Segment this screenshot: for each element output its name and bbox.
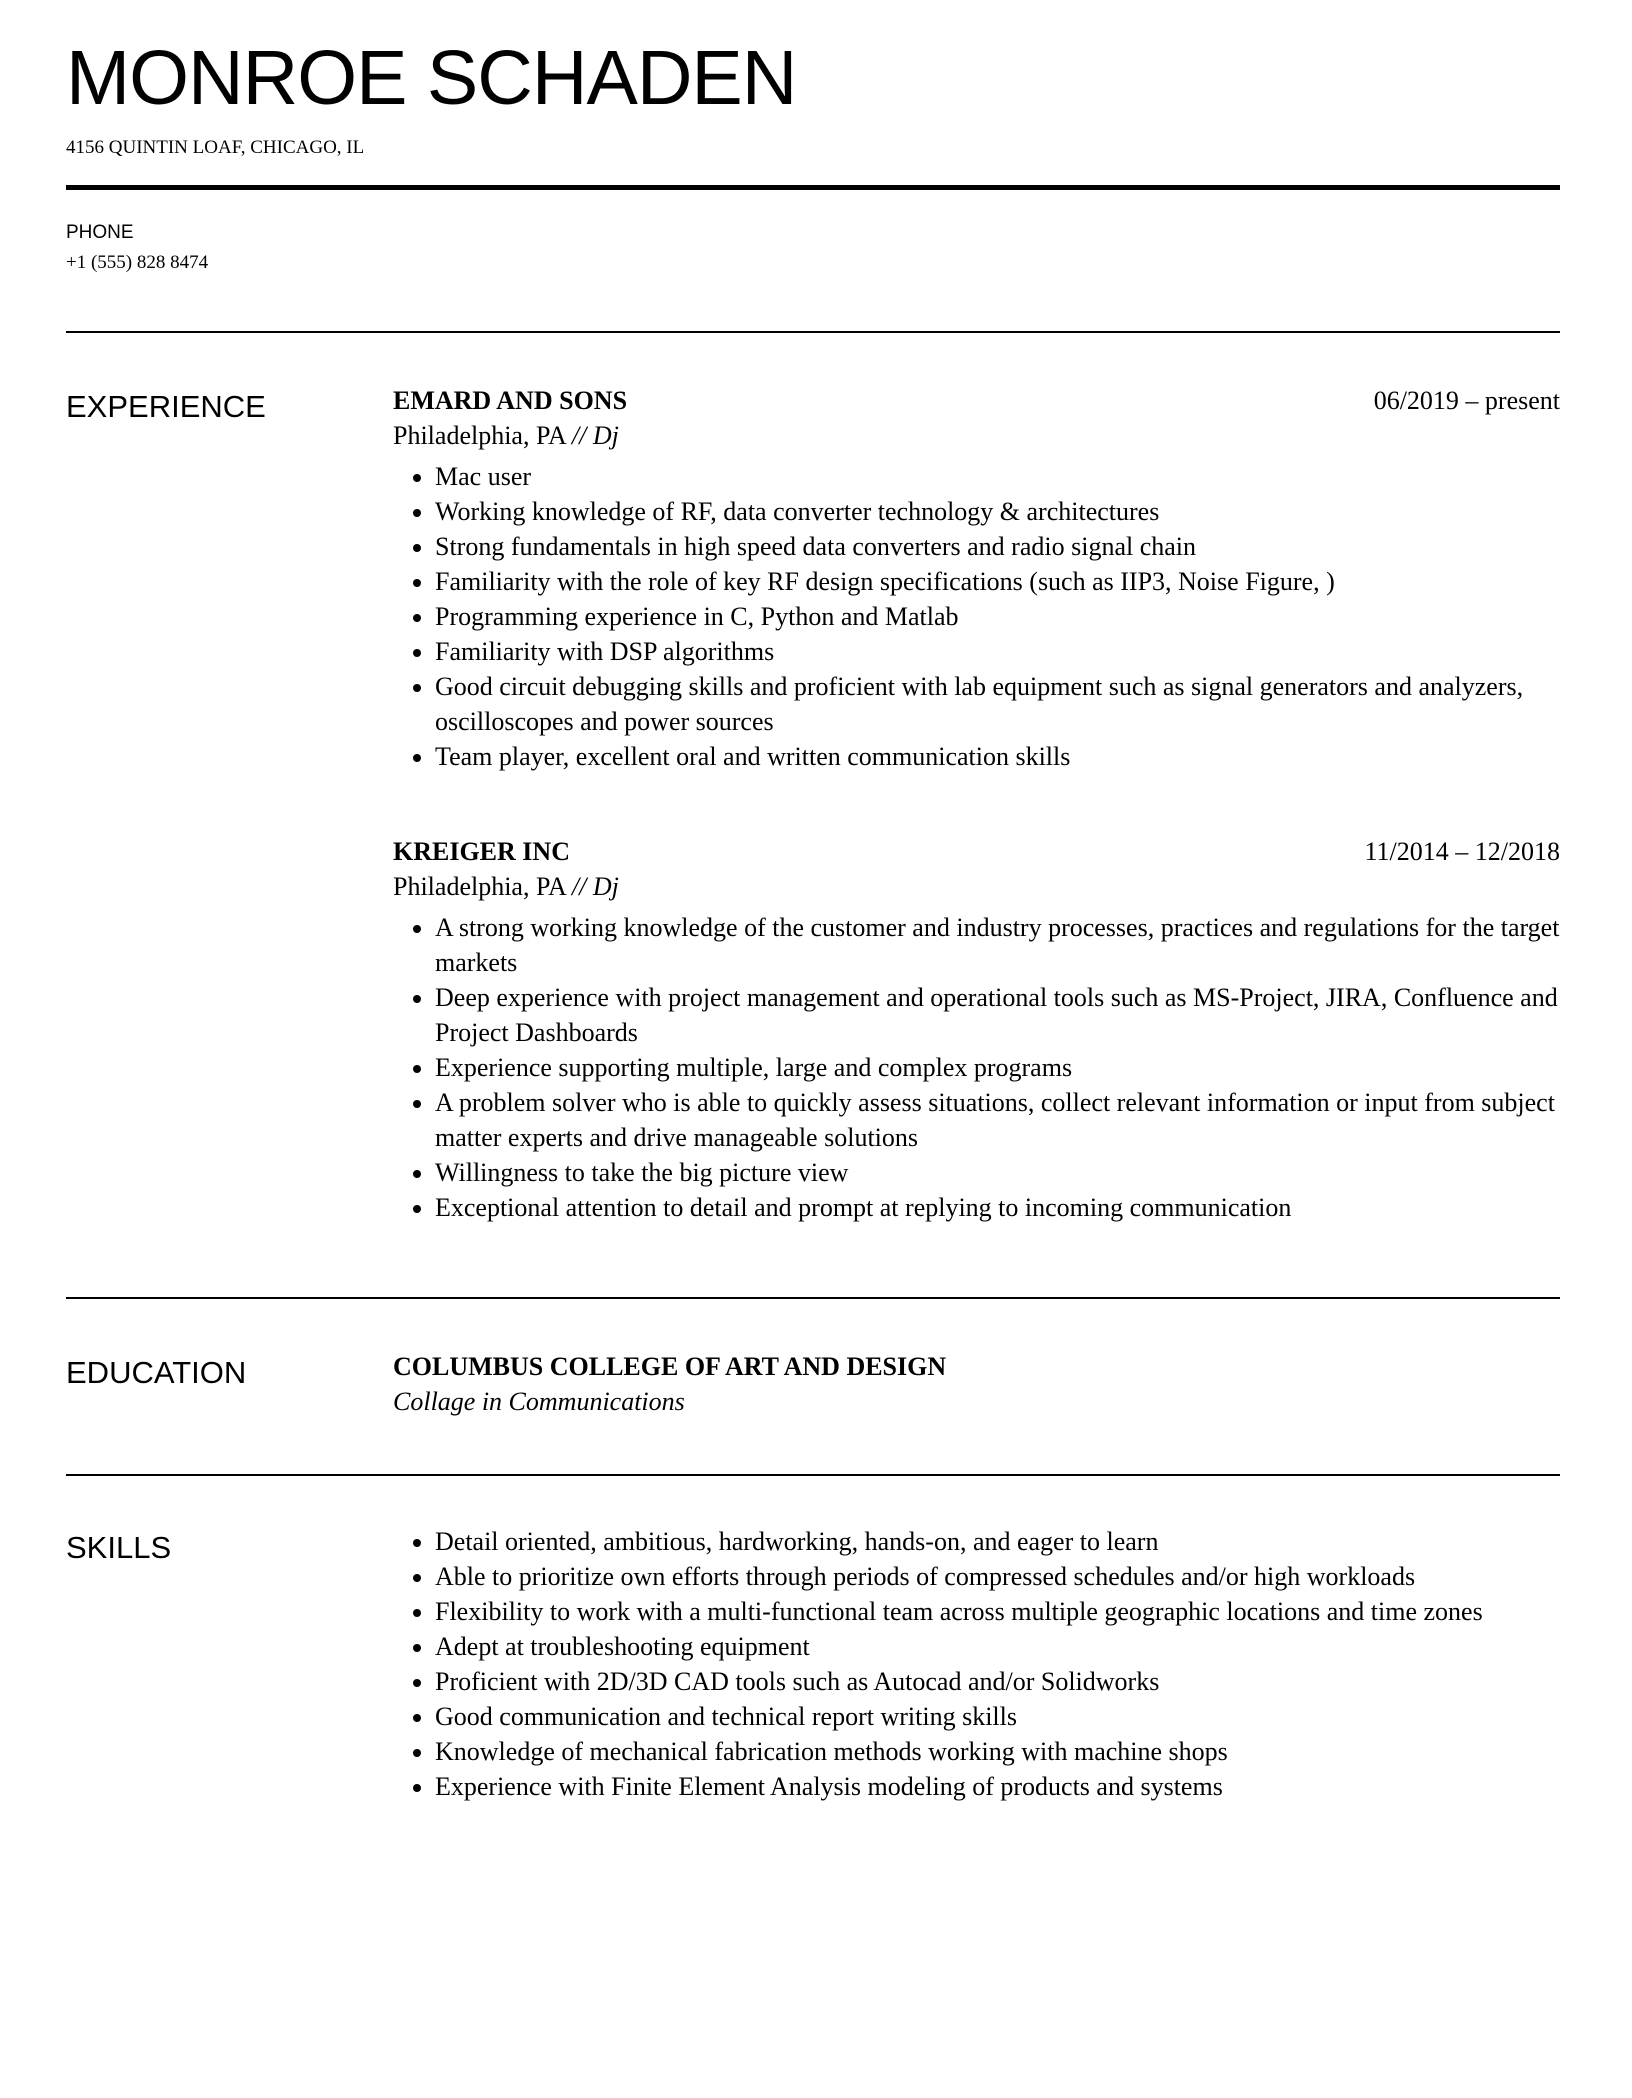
section-divider xyxy=(66,1474,1560,1476)
list-item: • Exceptional attention to detail and prompt at replying to incoming communication xyxy=(435,1190,1560,1225)
job-entry xyxy=(393,383,1560,774)
degree: Collage in Communications xyxy=(393,1387,685,1416)
list-item: • Deep experience with project management and operational tools such as MS-Project, JIRA, Confluence and Project Dashboards xyxy=(435,980,1560,1050)
section-title-experience: EXPERIENCE xyxy=(66,389,266,424)
job-entry xyxy=(393,834,1560,1225)
list-item: • Good circuit debugging skills and proficient with lab equipment such as signal generators and analyzers, oscilloscopes and power sources xyxy=(435,669,1560,739)
list-item: • Strong fundamentals in high speed data converters and radio signal chain xyxy=(435,529,1560,564)
section-title-skills: SKILLS xyxy=(66,1530,172,1565)
list-item: • Familiarity with DSP algorithms xyxy=(435,634,1560,669)
header-divider xyxy=(66,185,1560,190)
list-item: • A strong working knowledge of the customer and industry processes, practices and regulations for the target markets xyxy=(435,910,1560,980)
candidate-name: MONROE SCHADEN xyxy=(66,35,797,121)
job-location-role xyxy=(393,418,1560,453)
skill-item: • Experience with Finite Element Analysis modeling of products and systems xyxy=(435,1769,1560,1804)
list-item: • A problem solver who is able to quickly assess situations, collect relevant information or input from subject matter experts and drive manageable solutions xyxy=(435,1085,1560,1155)
experience-section xyxy=(66,383,1560,1225)
job-location-role xyxy=(393,869,1560,904)
education-section xyxy=(66,1349,1560,1419)
list-item: • Programming experience in C, Python and Matlab xyxy=(435,599,1560,634)
list-item: • Experience supporting multiple, large and complex programs xyxy=(435,1050,1560,1085)
address: 4156 QUINTIN LOAF, CHICAGO, IL xyxy=(66,137,365,158)
skill-item: • Adept at troubleshooting equipment xyxy=(435,1629,1560,1664)
job-role: Dj xyxy=(592,872,619,901)
skills-section xyxy=(66,1524,1560,1804)
resume xyxy=(66,0,1560,1804)
list-item: • Familiarity with the role of key RF design specifications (such as IIP3, Noise Figure, ) xyxy=(435,564,1560,599)
section-title-education: EDUCATION xyxy=(66,1355,247,1390)
phone-label: PHONE xyxy=(66,222,134,243)
job-bullets xyxy=(393,459,1560,774)
list-item: • Working knowledge of RF, data converter technology & architectures xyxy=(435,494,1560,529)
skill-item: • Detail oriented, ambitious, hardworking, hands-on, and eager to learn xyxy=(435,1524,1560,1559)
phone-value: +1 (555) 828 8474 xyxy=(66,252,209,273)
job-bullets xyxy=(393,910,1560,1225)
job-dates: 11/2014 – 12/2018 xyxy=(1364,837,1560,866)
job-header xyxy=(393,834,1560,869)
list-item: • Willingness to take the big picture view xyxy=(435,1155,1560,1190)
skill-item: • Good communication and technical report writing skills xyxy=(435,1699,1560,1734)
company-name: EMARD AND SONS xyxy=(393,386,628,415)
experience-list xyxy=(393,383,1560,1225)
job-role: Dj xyxy=(592,421,619,450)
separator: // xyxy=(571,421,587,450)
list-item: • Team player, excellent oral and written communication skills xyxy=(435,739,1560,774)
skills-list xyxy=(393,1524,1560,1804)
skill-item: • Proficient with 2D/3D CAD tools such as Autocad and/or Solidworks xyxy=(435,1664,1560,1699)
skill-item: • Able to prioritize own efforts through periods of compressed schedules and/or high workloads xyxy=(435,1559,1560,1594)
job-location: Philadelphia, PA xyxy=(393,421,566,450)
skill-item: • Knowledge of mechanical fabrication methods working with machine shops xyxy=(435,1734,1560,1769)
company-name: KREIGER INC xyxy=(393,837,570,866)
list-item: • Mac user xyxy=(435,459,1560,494)
school-name: COLUMBUS COLLEGE OF ART AND DESIGN xyxy=(393,1352,947,1381)
job-header xyxy=(393,383,1560,418)
skill-item: • Flexibility to work with a multi-functional team across multiple geographic locations and time zones xyxy=(435,1594,1560,1629)
job-dates: 06/2019 – present xyxy=(1373,386,1560,415)
separator: // xyxy=(571,872,587,901)
section-divider xyxy=(66,1297,1560,1299)
section-divider xyxy=(66,331,1560,333)
job-location: Philadelphia, PA xyxy=(393,872,566,901)
